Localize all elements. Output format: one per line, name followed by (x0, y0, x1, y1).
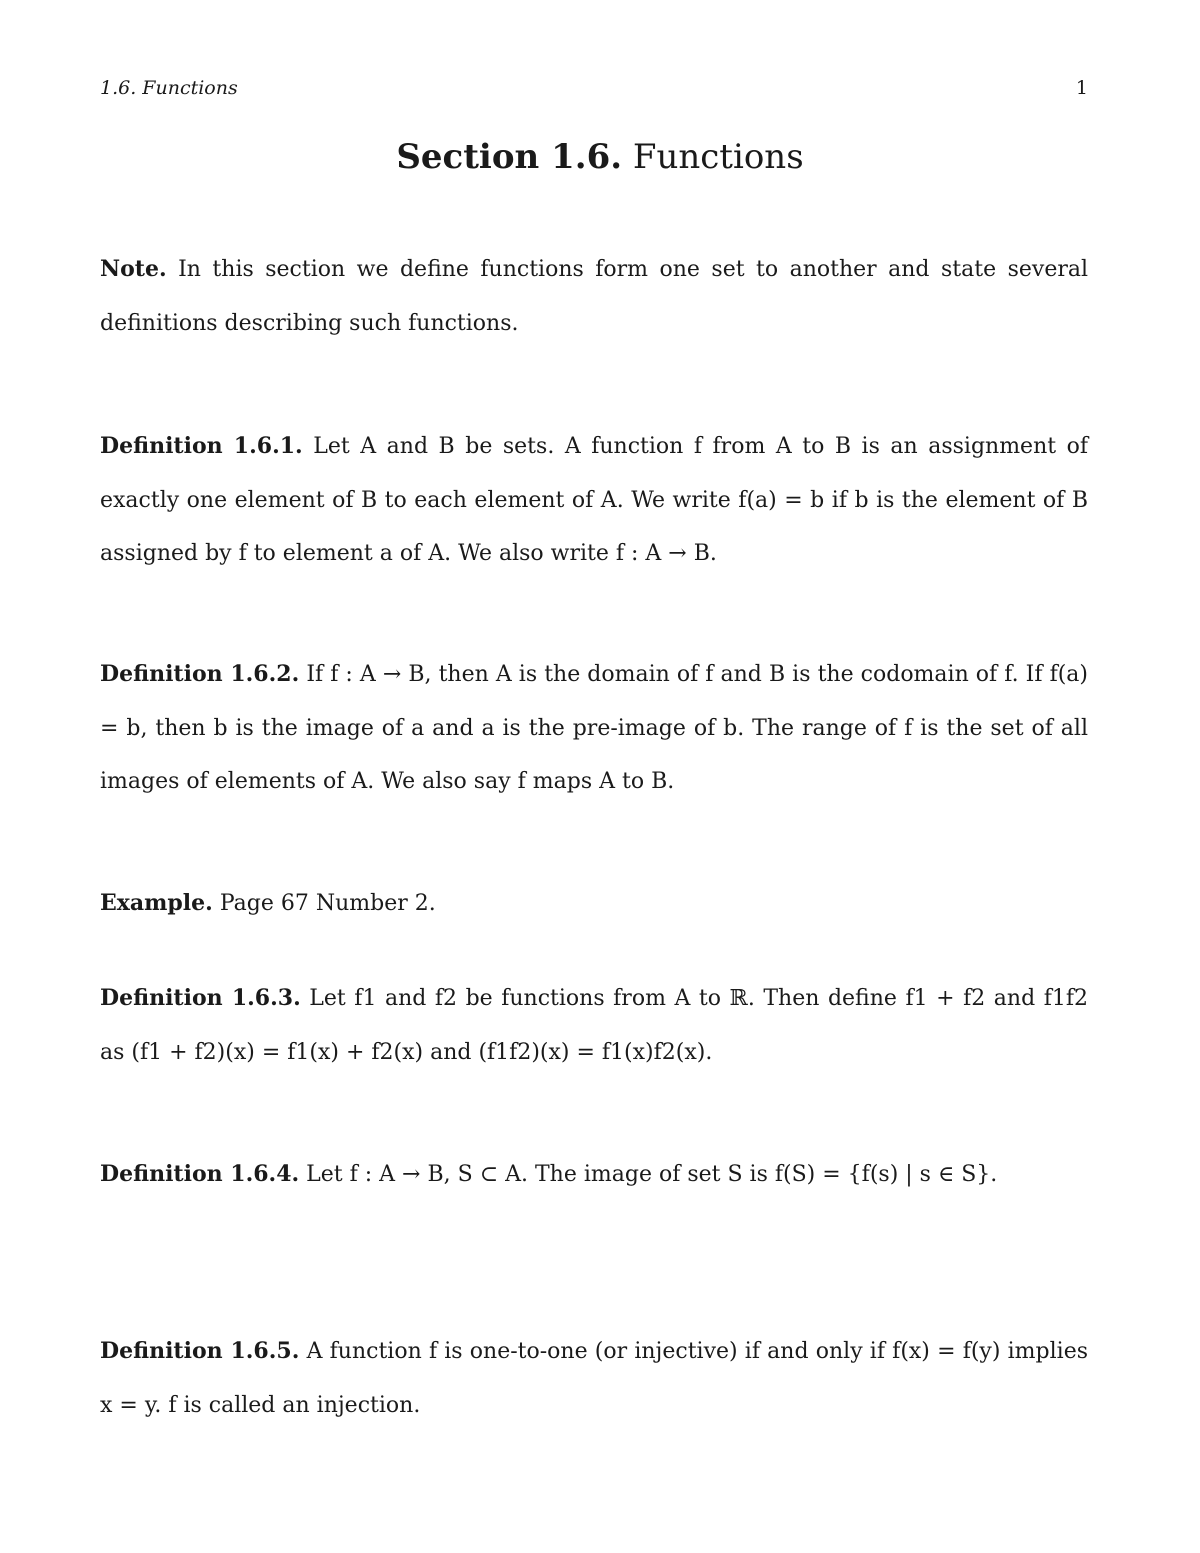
definition-text: Let f1 and f2 be functions from A to ℝ. Then define f1 + f2 and f1f2 as (f1 + f2)(x) = f1(x) + f2(x) and (f1f2)(x) = f1(x)f2(x). (100, 986, 1088, 1065)
section-number: Section 1.6. (396, 137, 623, 177)
definition-label: Definition 1.6.3. (100, 985, 301, 1011)
definition-text: A function f is one-to-one (or injective) if and only if f(x) = f(y) implies x = y. f is called an injection. (100, 1339, 1089, 1418)
example-paragraph (100, 877, 1088, 931)
note-paragraph (100, 243, 1088, 350)
definition-1-6-5 (100, 1325, 1088, 1432)
definition-1-6-2 (100, 648, 1088, 809)
note-label: Note. (100, 256, 167, 282)
note-text: In this section we define functions form one set to another and state several definitions describing such functions. (100, 257, 1089, 336)
example-text: Page 67 Number 2. (219, 891, 436, 916)
example-label: Example. (100, 890, 213, 916)
definition-label: Definition 1.6.2. (100, 661, 300, 687)
definition-text: Let A and B be sets. A function f from A to B is an assignment of exactly one element of B to each element of A. We write f(a) = b if b is the element of B assigned by f to element a of A. We also write f : A → B. (100, 434, 1089, 566)
section-name: Functions (632, 137, 804, 177)
definition-1-6-1 (100, 420, 1088, 581)
page-number: 1 (1075, 77, 1088, 99)
definition-text: Let f : A → B, S ⊂ A. The image of set S is f(S) = {f(s) | s ∈ S}. (306, 1162, 998, 1187)
definition-1-6-3 (100, 972, 1088, 1079)
definition-text: If f : A → B, then A is the domain of f and B is the codomain of f. If f(a) = b, then b is the image of a and a is the pre-image of b. The range of f is the set of all images of elements of A. We also say f maps A to B. (100, 662, 1088, 794)
definition-1-6-4 (100, 1148, 1088, 1202)
running-title: 1.6. Functions (100, 77, 238, 99)
definition-label: Definition 1.6.4. (100, 1161, 300, 1187)
running-header (100, 76, 1088, 100)
section-title (0, 135, 1200, 179)
definition-label: Definition 1.6.1. (100, 433, 303, 459)
definition-label: Definition 1.6.5. (100, 1338, 300, 1364)
